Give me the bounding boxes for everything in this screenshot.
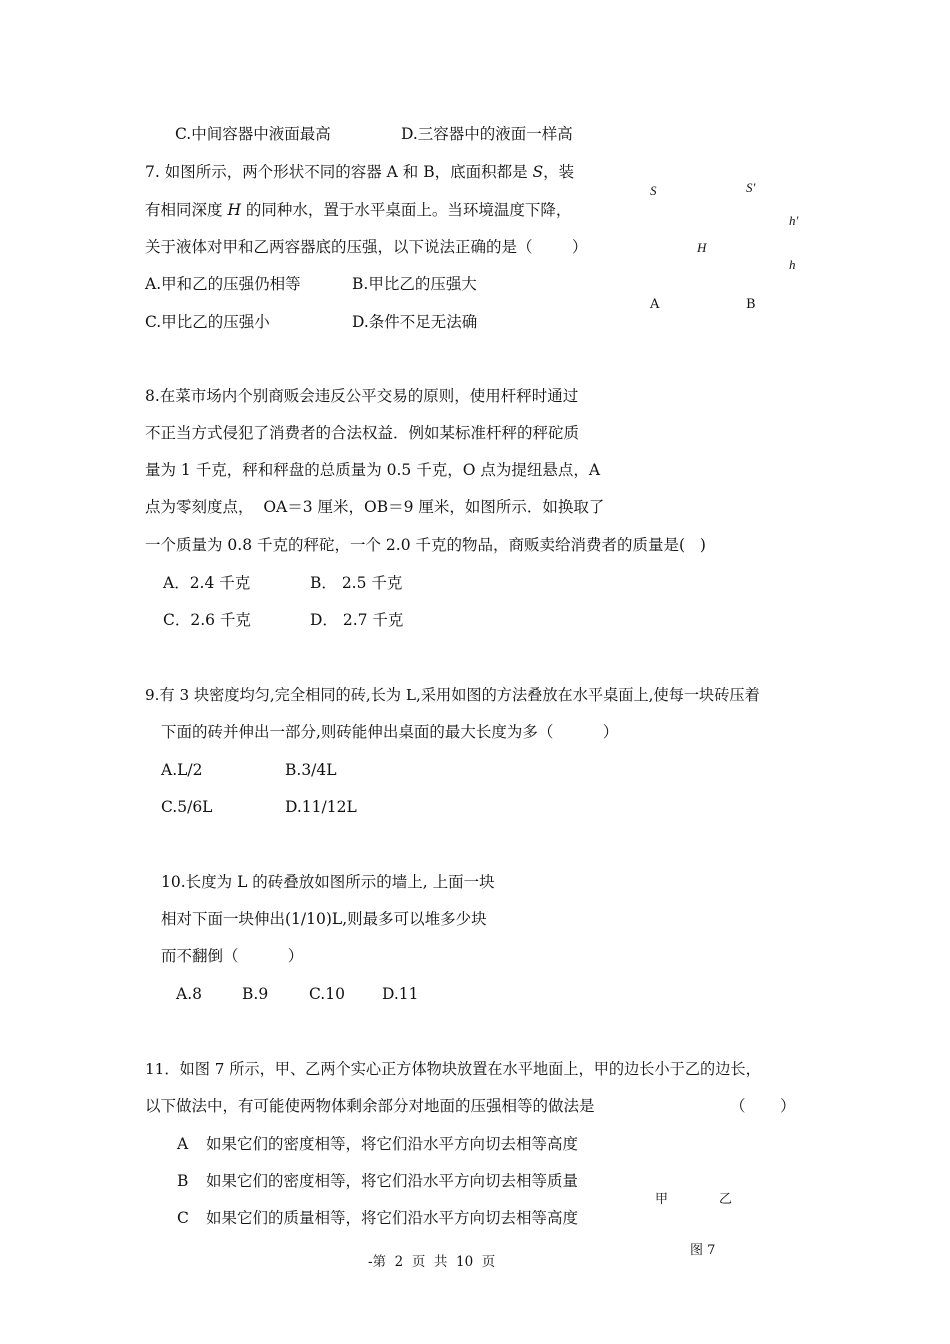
q11-figure-label-jia: 甲 <box>655 1192 669 1207</box>
q9-line-2: 下面的砖并伸出一部分,则砖能伸出桌面的最大长度为多（ ） <box>161 723 619 741</box>
q7-line-2: 有相同深度 H 的同种水，置于水平桌面上。当环境温度下降， <box>145 201 572 219</box>
q7-option-b: B.甲比乙的压强大 <box>352 275 477 293</box>
q10-option-a: A.8 <box>176 985 202 1003</box>
q10-line-3: 而不翻倒（ ） <box>161 947 304 965</box>
q11-line-2: 以下做法中，有可能使两物体剩余部分对地面的压强相等的做法是 <box>145 1097 595 1115</box>
q7-figure-label-a: A <box>650 297 660 312</box>
q11-option-a: 如果它们的密度相等，将它们沿水平方向切去相等高度 <box>206 1135 579 1153</box>
q8-line-5: 一个质量为 0.8 千克的秤砣，一个 2.0 千克的物品，商贩卖给消费者的质量是( ) <box>145 536 706 554</box>
q11-line-1: 11．如图 7 所示，甲、乙两个实心正方体物块放置在水平地面上，甲的边长小于乙的边长， <box>145 1060 761 1078</box>
q7-figure-label-s-prime: S' <box>746 180 756 195</box>
q11-option-a-letter: A <box>177 1135 189 1153</box>
q11-option-b: 如果它们的密度相等，将它们沿水平方向切去相等质量 <box>206 1172 579 1190</box>
q8-line-3: 量为 1 千克，秤和秤盘的总质量为 0.5 千克，O 点为提纽悬点，A <box>145 461 601 479</box>
q8-option-d: D． 2.7 千克 <box>310 611 404 629</box>
q10-option-b: B.9 <box>242 985 269 1003</box>
q8-line-1: 8.在菜市场内个别商贩会违反公平交易的原则，使用杆秤时通过 <box>145 387 579 405</box>
q11-figure-label-yi: 乙 <box>719 1192 733 1207</box>
q7-figure-label-s: S <box>650 183 657 198</box>
q8-option-c: C．2.6 千克 <box>163 611 251 629</box>
q11-answer-paren: （ ） <box>730 1097 796 1115</box>
q10-line-2: 相对下面一块伸出(1/10)L,则最多可以堆多少块 <box>161 910 487 928</box>
q7-line-3: 关于液体对甲和乙两容器底的压强，以下说法正确的是（ ） <box>145 238 588 256</box>
q9-option-d: D.11/12L <box>285 798 357 816</box>
q11-option-c: 如果它们的质量相等，将它们沿水平方向切去相等高度 <box>206 1209 579 1227</box>
q11-option-b-letter: B <box>177 1172 189 1190</box>
q9-option-a: A.L/2 <box>161 761 203 779</box>
q8-option-b: B． 2.5 千克 <box>310 574 403 592</box>
q9-line-1: 9.有 3 块密度均匀,完全相同的砖,长为 L,采用如图的方法叠放在水平桌面上,使每一块砖压着 <box>145 686 760 704</box>
q6-option-d: D.三容器中的液面一样高 <box>401 125 573 143</box>
q8-option-a: A．2.4 千克 <box>163 574 251 592</box>
q9-option-c: C.5/6L <box>161 798 213 816</box>
page-footer: -第 2 页 共 10 页 <box>368 1254 496 1270</box>
q7-option-a: A.甲和乙的压强仍相等 <box>145 275 301 293</box>
q10-option-d: D.11 <box>382 985 419 1003</box>
q7-figure-label-H: H <box>697 240 707 255</box>
q11-option-c-letter: C <box>177 1209 189 1227</box>
q7-figure-label-h: h <box>789 257 796 272</box>
q7-figure-label-h-prime: h' <box>789 213 799 228</box>
q9-option-b: B.3/4L <box>285 761 337 779</box>
q7-line-1: 7. 如图所示，两个形状不同的容器 A 和 B，底面积都是 S，装 <box>145 163 575 181</box>
q7-figure-label-b: B <box>746 297 756 312</box>
q11-figure-caption: 图 7 <box>690 1243 716 1258</box>
q6-option-c: C.中间容器中液面最高 <box>175 125 331 143</box>
q10-line-1: 10.长度为 L 的砖叠放如图所示的墙上, 上面一块 <box>161 873 495 891</box>
q10-option-c: C.10 <box>309 985 345 1003</box>
q8-line-2: 不正当方式侵犯了消费者的合法权益．例如某标准杆秤的秤砣质 <box>145 424 580 442</box>
q7-option-c: C.甲比乙的压强小 <box>145 313 270 331</box>
q7-option-d: D.条件不足无法确 <box>352 313 478 331</box>
q8-line-4: 点为零刻度点， OA＝3 厘米，OB＝9 厘米，如图所示．如换取了 <box>145 498 605 516</box>
